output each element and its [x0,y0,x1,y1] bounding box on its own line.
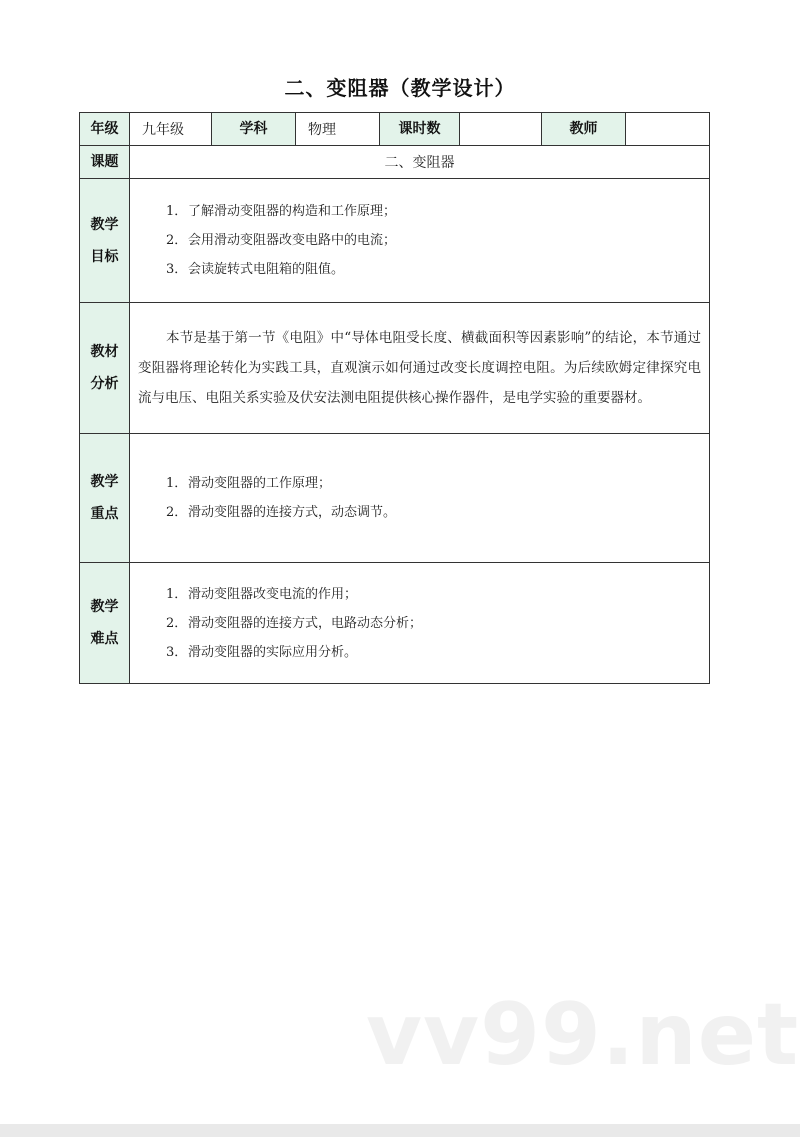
subject-label: 学科 [212,113,296,146]
objectives-label-line2: 目标 [90,248,119,265]
material-row [80,303,710,434]
list-item [166,197,709,226]
periods-label: 课时数 [380,113,460,146]
key-points-content [130,434,710,563]
key-points-row [80,434,710,563]
topic-value: 二、变阻器 [130,146,710,179]
list-item [166,580,709,609]
grade-value: 九年级 [130,113,212,146]
item-text: 会用滑动变阻器改变电路中的电流； [188,233,397,248]
material-paragraph: 本节是基于第一节《电阻》中“导体电阻受长度、横截面积等因素影响”的结论，本节通过变阻器将理论转化为实践工具，直观演示如何通过改变长度调控电阻。为后续欧姆定律探究电流与电压、电阻关系实验及伏安法测电阻提供核心操作器件，是电学实验的重要器材。 [138,330,701,406]
topic-row [80,146,710,179]
material-label-line2: 分析 [90,376,119,392]
item-text: 滑动变阻器的实际应用分析。 [188,644,358,660]
objectives-row [80,179,710,303]
item-number: 2． [166,233,188,248]
grade-label: 年级 [80,113,130,146]
list-item [166,498,709,527]
item-text: 了解滑动变阻器的构造和工作原理； [188,204,397,219]
key-points-label-line1: 教学 [90,474,119,490]
subject-value: 物理 [296,113,380,146]
difficulties-label-line2: 难点 [90,631,119,647]
item-number: 1． [166,586,188,602]
difficulties-label-line1: 教学 [90,599,119,615]
list-item [166,226,709,255]
item-number: 2． [166,505,188,520]
material-label-line1: 教材 [90,344,119,360]
difficulties-content [130,563,710,684]
item-text: 滑动变阻器的工作原理； [188,476,332,491]
item-number: 1． [166,476,188,491]
list-item [166,609,709,638]
item-text: 滑动变阻器的连接方式，电路动态分析； [188,615,423,631]
topic-label: 课题 [80,146,130,179]
key-points-list [130,469,709,527]
teacher-value [626,113,710,146]
list-item [166,638,709,667]
item-text: 滑动变阻器改变电流的作用； [188,586,358,602]
header-row [80,113,710,146]
item-number: 3． [166,644,188,660]
item-number: 2． [166,615,188,631]
periods-value [460,113,542,146]
objectives-content [130,179,710,303]
item-number: 3． [166,262,188,277]
objectives-label [80,179,130,303]
difficulties-label [80,563,130,684]
key-points-label-line2: 重点 [90,506,119,522]
key-points-label [80,434,130,563]
difficulties-row [80,563,710,684]
lesson-plan-table [79,112,710,684]
list-item [166,469,709,498]
objectives-label-line1: 教学 [90,216,119,233]
watermark-text: vv99.net [366,985,800,1085]
material-content [130,303,710,434]
material-label [80,303,130,434]
item-text: 会读旋转式电阻箱的阻值。 [188,262,345,277]
objectives-list [130,197,709,284]
item-text: 滑动变阻器的连接方式，动态调节。 [188,505,397,520]
difficulties-list [130,580,709,667]
document-title: 二、变阻器（教学设计） [284,76,516,100]
teacher-label: 教师 [542,113,626,146]
list-item [166,255,709,284]
bottom-scroll-bar[interactable] [0,1124,800,1137]
item-number: 1． [166,204,188,219]
